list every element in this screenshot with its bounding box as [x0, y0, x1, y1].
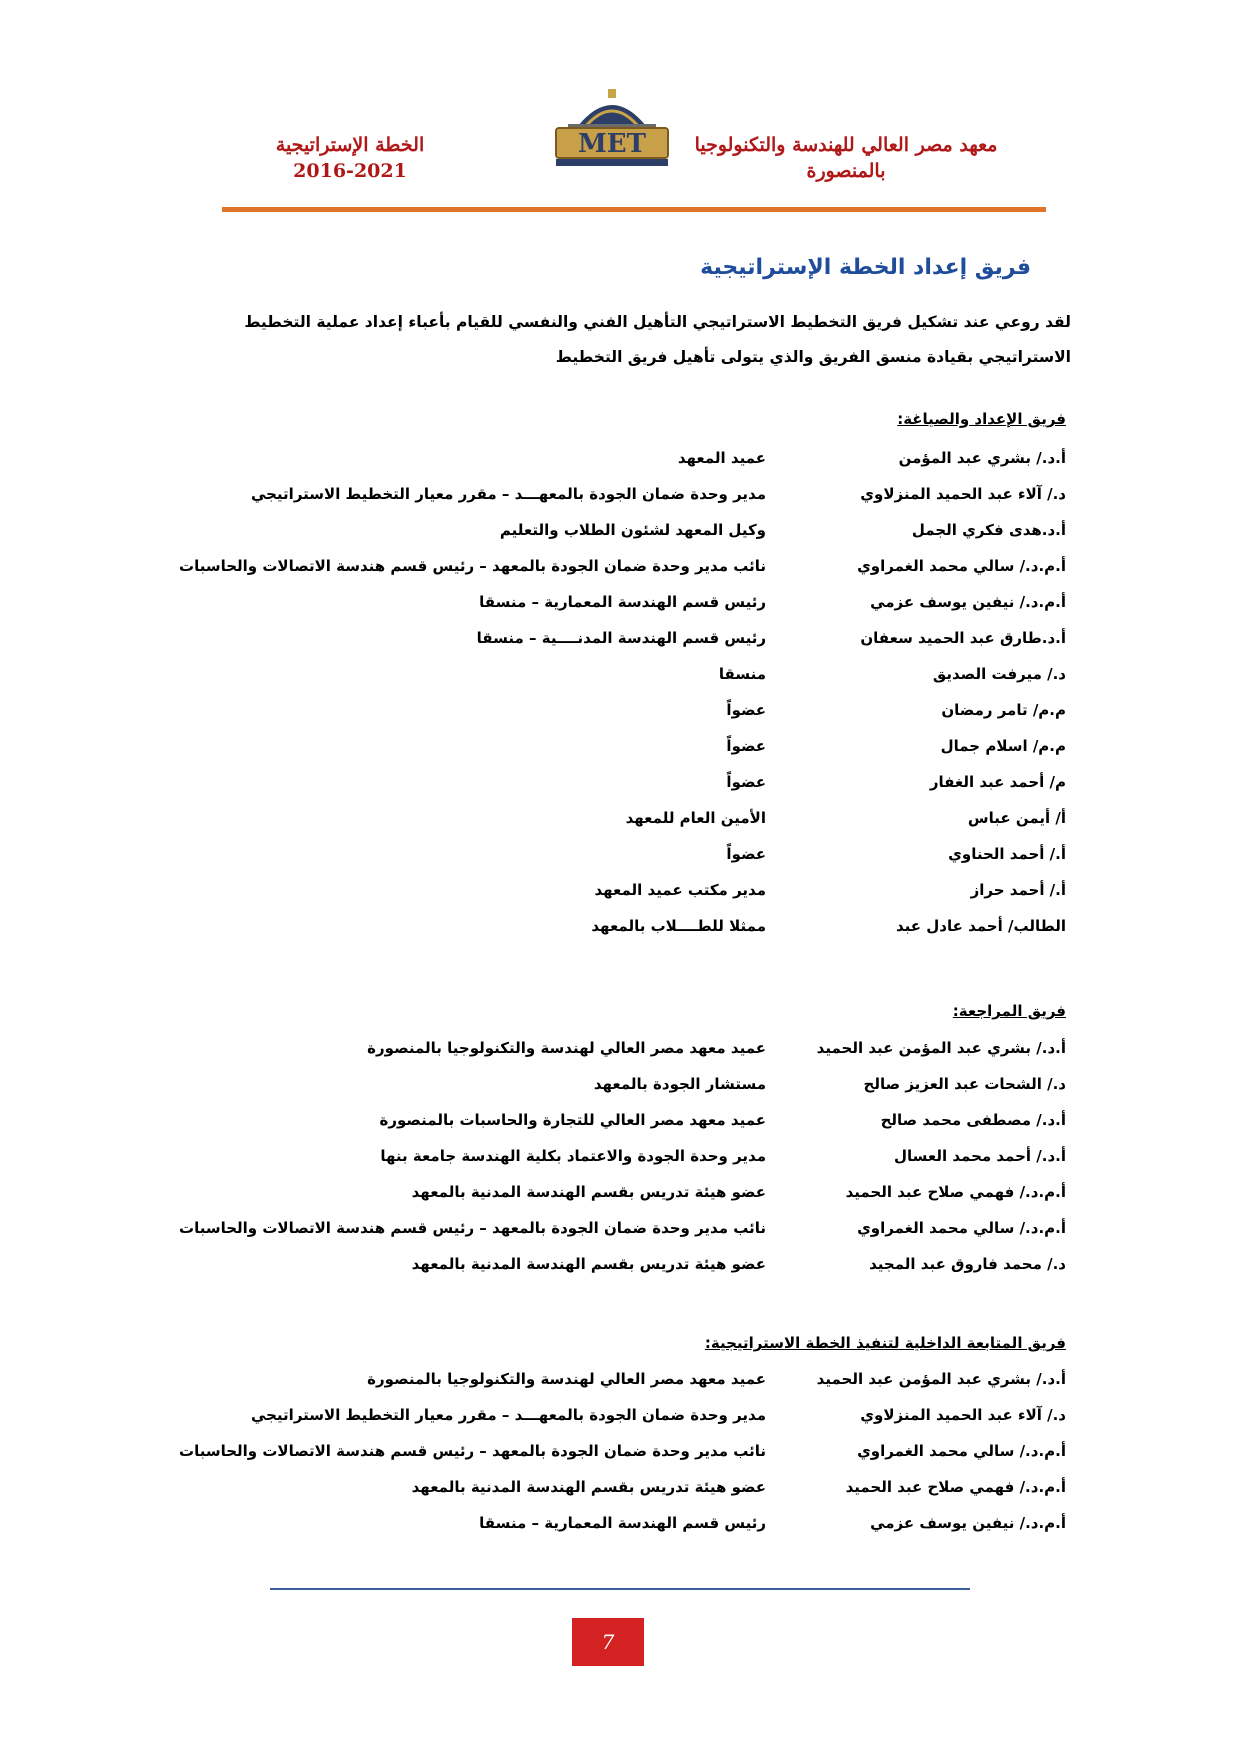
- member-role: عميد معهد مصر العالي للتجارة والحاسبات بالمنصورة: [379, 1111, 766, 1129]
- logo-text: MET: [578, 129, 646, 159]
- member-name: أ.م.د./ نيفين يوسف عزمي: [870, 1514, 1066, 1532]
- member-role: عميد معهد مصر العالي لهندسة والتكنولوجيا بالمنصورة: [367, 1370, 766, 1388]
- institute-name: [646, 133, 1046, 184]
- member-name: أ.م.د./ فهمي صلاح عبد الحميد: [845, 1183, 1066, 1201]
- member-role: منسقا: [718, 665, 766, 683]
- member-role: عضو هيئة تدريس بقسم الهندسة المدنية بالمعهد: [411, 1255, 766, 1273]
- member-role: عميد المعهد: [677, 449, 766, 467]
- member-name: أ.د./ بشري عبد المؤمن عبد الحميد: [816, 1039, 1066, 1057]
- member-name: د./ الشحات عبد العزيز صالح: [863, 1075, 1066, 1093]
- member-role: نائب مدير وحدة ضمان الجودة بالمعهد – رئيس قسم هندسة الاتصالات والحاسبات: [179, 1442, 766, 1460]
- member-name: أ.د./ مصطفى محمد صالح: [880, 1111, 1066, 1129]
- member-row: [116, 737, 1066, 763]
- member-row: [116, 629, 1066, 655]
- page-title: فريق إعداد الخطة الإستراتيجية: [700, 255, 1031, 280]
- member-role: نائب مدير وحدة ضمان الجودة بالمعهد – رئيس قسم هندسة الاتصالات والحاسبات: [179, 557, 766, 575]
- member-name: أ.م.د./ سالي محمد الغمراوي: [857, 1442, 1066, 1460]
- institute-name-line1: معهد مصر العالي للهندسة والتكنولوجيا: [694, 134, 998, 156]
- member-row: [116, 773, 1066, 799]
- member-row: [116, 1219, 1066, 1245]
- member-name: أ.م.د./ سالي محمد الغمراوي: [857, 1219, 1066, 1237]
- intro-line-2: الاستراتيجي بقيادة منسق الفريق والذي يتولى تأهيل فريق التخطيط: [555, 348, 1071, 366]
- member-row: [116, 1442, 1066, 1468]
- member-name: أ.م.د./ سالي محمد الغمراوي: [857, 557, 1066, 575]
- member-role: عضو هيئة تدريس بقسم الهندسة المدنية بالمعهد: [411, 1478, 766, 1496]
- member-name: أ/ أيمن عباس: [967, 809, 1066, 827]
- member-role: عضو هيئة تدريس بقسم الهندسة المدنية بالمعهد: [411, 1183, 766, 1201]
- member-row: [116, 1111, 1066, 1137]
- member-row: [116, 845, 1066, 871]
- member-row: [116, 917, 1066, 943]
- member-role: وكيل المعهد لشئون الطلاب والتعليم: [499, 521, 766, 539]
- member-name: أ./ أحمد حراز: [970, 881, 1066, 899]
- member-role: عضواً: [726, 773, 766, 791]
- member-row: [116, 881, 1066, 907]
- member-row: [116, 593, 1066, 619]
- member-row: [116, 1370, 1066, 1396]
- plan-years: 2016-2021: [293, 159, 407, 182]
- member-row: [116, 1514, 1066, 1540]
- intro-line-1: لقد روعي عند تشكيل فريق التخطيط الاستراتيجي التأهيل الفني والنفسي للقيام بأعباء إعداد عملية التخطيط: [244, 313, 1071, 331]
- member-row: [116, 557, 1066, 583]
- member-role: نائب مدير وحدة ضمان الجودة بالمعهد – رئيس قسم هندسة الاتصالات والحاسبات: [179, 1219, 766, 1237]
- member-row: [116, 521, 1066, 547]
- member-row: [116, 1478, 1066, 1504]
- member-role: مستشار الجودة بالمعهد: [593, 1075, 766, 1093]
- section-heading-review: فريق المراجعة:: [952, 1002, 1066, 1020]
- plan-title: الخطة الإستراتيجية: [275, 134, 425, 156]
- member-role: مدير وحدة ضمان الجودة بالمعهـــد – مقرر معيار التخطيط الاستراتيجي: [250, 485, 766, 503]
- member-role: عضواً: [726, 737, 766, 755]
- member-role: رئيس قسم الهندسة المدنــــية – منسقا: [476, 629, 766, 647]
- institute-name-line2: بالمنصورة: [806, 159, 886, 182]
- member-row: [116, 1183, 1066, 1209]
- member-role: مدير وحدة ضمان الجودة بالمعهـــد – مقرر معيار التخطيط الاستراتيجي: [250, 1406, 766, 1424]
- member-name: م.م/ اسلام جمال: [940, 737, 1066, 755]
- member-role: ممثلا للطــــلاب بالمعهد: [591, 917, 766, 935]
- member-row: [116, 701, 1066, 727]
- member-name: أ.د.هدى فكري الجمل: [911, 521, 1066, 539]
- member-role: عضواً: [726, 845, 766, 863]
- member-name: الطالب/ أحمد عادل عبد: [896, 917, 1066, 935]
- member-name: أ.م.د./ نيفين يوسف عزمي: [870, 593, 1066, 611]
- member-name: د./ آلاء عبد الحميد المنزلاوي: [860, 1406, 1066, 1424]
- member-name: أ.د./ أحمد محمد العسال: [893, 1147, 1066, 1165]
- member-role: مدير وحدة الجودة والاعتماد بكلية الهندسة جامعة بنها: [380, 1147, 766, 1165]
- member-row: [116, 1147, 1066, 1173]
- member-role: مدير مكتب عميد المعهد: [594, 881, 766, 899]
- member-row: [116, 809, 1066, 835]
- member-name: أ.م.د./ فهمي صلاح عبد الحميد: [845, 1478, 1066, 1496]
- header-divider: [222, 207, 1046, 212]
- member-row: [116, 1255, 1066, 1281]
- member-name: د./ محمد فاروق عبد المجيد: [869, 1255, 1066, 1273]
- member-role: رئيس قسم الهندسة المعمارية – منسقا: [479, 593, 766, 611]
- member-role: رئيس قسم الهندسة المعمارية – منسقا: [479, 1514, 766, 1532]
- member-row: [116, 1039, 1066, 1065]
- page-number: 7: [572, 1618, 644, 1666]
- footer-divider: [270, 1588, 970, 1590]
- member-role: الأمين العام للمعهد: [625, 809, 766, 827]
- member-row: [116, 1075, 1066, 1101]
- met-logo: [548, 86, 676, 170]
- member-row: [116, 1406, 1066, 1432]
- member-role: عضواً: [726, 701, 766, 719]
- member-name: أ./ أحمد الحناوي: [948, 845, 1066, 863]
- member-row: [116, 665, 1066, 691]
- section-heading-followup: فريق المتابعة الداخلية لتنفيذ الخطة الاستراتيجية:: [704, 1334, 1066, 1352]
- intro-paragraph: [171, 305, 1071, 375]
- member-name: م.م/ تامر رمضان: [941, 701, 1066, 719]
- member-role: عميد معهد مصر العالي لهندسة والتكنولوجيا بالمنصورة: [367, 1039, 766, 1057]
- member-name: أ.د./ بشري عبد المؤمن عبد الحميد: [816, 1370, 1066, 1388]
- member-row: [116, 485, 1066, 511]
- member-name: د./ ميرفت الصديق: [932, 665, 1066, 683]
- plan-heading: [235, 133, 465, 184]
- member-name: أ.د.طارق عبد الحميد سعفان: [860, 629, 1066, 647]
- section-heading-drafting: فريق الإعداد والصياغة:: [897, 410, 1066, 428]
- member-name: د./ آلاء عبد الحميد المنزلاوي: [860, 485, 1066, 503]
- member-name: م/ أحمد عبد الغفار: [929, 773, 1066, 791]
- member-row: [116, 449, 1066, 475]
- member-name: أ.د./ بشري عبد المؤمن: [898, 449, 1066, 467]
